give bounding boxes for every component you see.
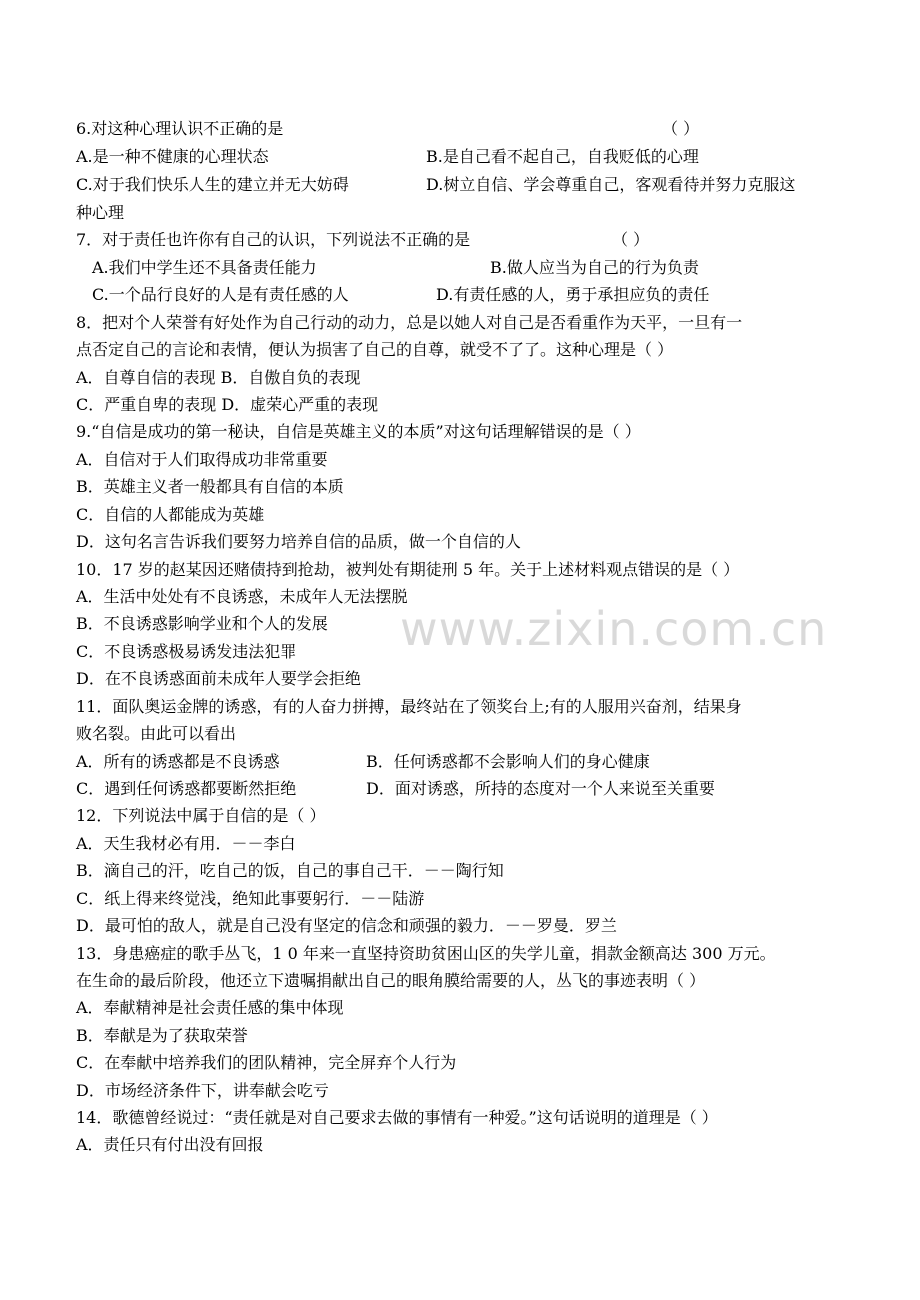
question-6-option-d-cont: 种心理 [76,203,125,222]
question-10-option-a: A．生活中处处有不良诱惑，未成年人无法摆脱 [76,587,408,606]
question-11-stem-cont: 败名裂。由此可以看出 [76,724,237,743]
question-10-option-b: B．不良诱惑影响学业和个人的发展 [76,614,328,633]
question-13-stem: 13．身患癌症的歌手丛飞，1 0 年来一直坚持资助贫困山区的失学儿童，捐款金额高达 300 万元。 [76,944,776,963]
question-6-option-a: A.是一种不健康的心理状态 [76,147,269,166]
question-12-stem: 12．下列说法中属于自信的是（ ） [76,806,326,825]
question-11-option-b: B．任何诱惑都不会影响人们的身心健康 [366,752,650,771]
question-8-stem-cont: 点否定自己的言论和表情，便认为损害了自己的自尊，就受不了了。这种心理是（ ） [76,340,674,359]
question-8-options-cd: C．严重自卑的表现 D．虚荣心严重的表现 [76,395,379,414]
question-11-option-c: C．遇到任何诱惑都要断然拒绝 [76,779,297,798]
question-6-stem: 6.对这种心理认识不正确的是 [76,119,284,138]
question-7-answer-paren: （ ） [612,230,650,249]
question-10-option-c: C．不良诱惑极易诱发违法犯罪 [76,642,297,661]
question-11-option-d: D．面对诱惑，所持的态度对一个人来说至关重要 [366,779,715,798]
question-12-option-d: D．最可怕的敌人，就是自己没有坚定的信念和顽强的毅力．－－罗曼．罗兰 [76,916,617,935]
question-11-option-a: A．所有的诱惑都是不良诱惑 [76,752,280,771]
question-9-option-d: D．这句名言告诉我们要努力培养自信的品质，做一个自信的人 [76,532,521,551]
question-13-option-d: D．市场经济条件下，讲奉献会吃亏 [76,1081,329,1100]
question-13-option-a: A．奉献精神是社会责任感的集中体现 [76,998,344,1017]
question-6-option-c: C.对于我们快乐人生的建立并无大妨碍 [76,175,349,194]
question-9-option-b: B．英雄主义者一般都具有自信的本质 [76,477,344,496]
question-13-option-c: C．在奉献中培养我们的团队精神，完全屏弃个人行为 [76,1053,457,1072]
question-10-option-d: D．在不良诱惑面前未成年人要学会拒绝 [76,669,361,688]
question-13-stem-cont: 在生命的最后阶段，他还立下遗嘱捐献出自己的眼角膜给需要的人，丛飞的事迹表明（ ） [76,971,706,990]
watermark: www.zixin.com.cn [400,602,828,656]
question-6-answer-paren: （ ） [662,119,700,138]
question-6-option-d: D.树立自信、学会尊重自己，客观看待并努力克服这 [426,175,796,194]
question-9-stem: 9.“自信是成功的第一秘诀，自信是英雄主义的本质”对这句话理解错误的是（ ） [76,422,641,441]
question-6-option-b: B.是自己看不起自己，自我贬低的心理 [426,147,699,166]
question-9-option-c: C．自信的人都能成为英雄 [76,505,265,524]
question-7-option-a: A.我们中学生还不具备责任能力 [92,258,317,277]
question-7-option-d: D.有责任感的人，勇于承担应负的责任 [436,285,710,304]
question-8-options-ab: A．自尊自信的表现 B．自傲自负的表现 [76,368,361,387]
question-12-option-b: B．滴自己的汗，吃自己的饭，自己的事自己干．－－陶行知 [76,861,504,880]
question-10-stem: 10．17 岁的赵某因还赌债持到抢劫，被判处有期徒刑 5 年。关于上述材料观点错误的是（ ） [76,560,740,579]
question-7-stem: 7．对于责任也许你有自己的认识，下列说法不正确的是 [76,230,471,249]
question-12-option-c: C．纸上得来终觉浅，绝知此事要躬行．－－陆游 [76,889,425,908]
question-12-option-a: A．天生我材必有用．－－李白 [76,834,296,853]
question-7-option-b: B.做人应当为自己的行为负责 [490,258,699,277]
question-9-option-a: A．自信对于人们取得成功非常重要 [76,450,328,469]
question-14-option-a: A．责任只有付出没有回报 [76,1135,264,1154]
question-13-option-b: B．奉献是为了获取荣誉 [76,1026,248,1045]
question-7-option-c: C.一个品行良好的人是有责任感的人 [92,285,349,304]
question-8-stem: 8．把对个人荣誉有好处作为自己行动的动力，总是以她人对自己是否看重作为天平，一旦有一 [76,313,743,332]
question-11-stem: 11．面队奥运金牌的诱惑，有的人奋力拼搏，最终站在了领奖台上;有的人服用兴奋剂，结果身 [76,697,742,716]
question-14-stem: 14．歌德曾经说过：“责任就是对自己要求去做的事情有一种爱。”这句话说明的道理是（ ） [76,1108,718,1127]
